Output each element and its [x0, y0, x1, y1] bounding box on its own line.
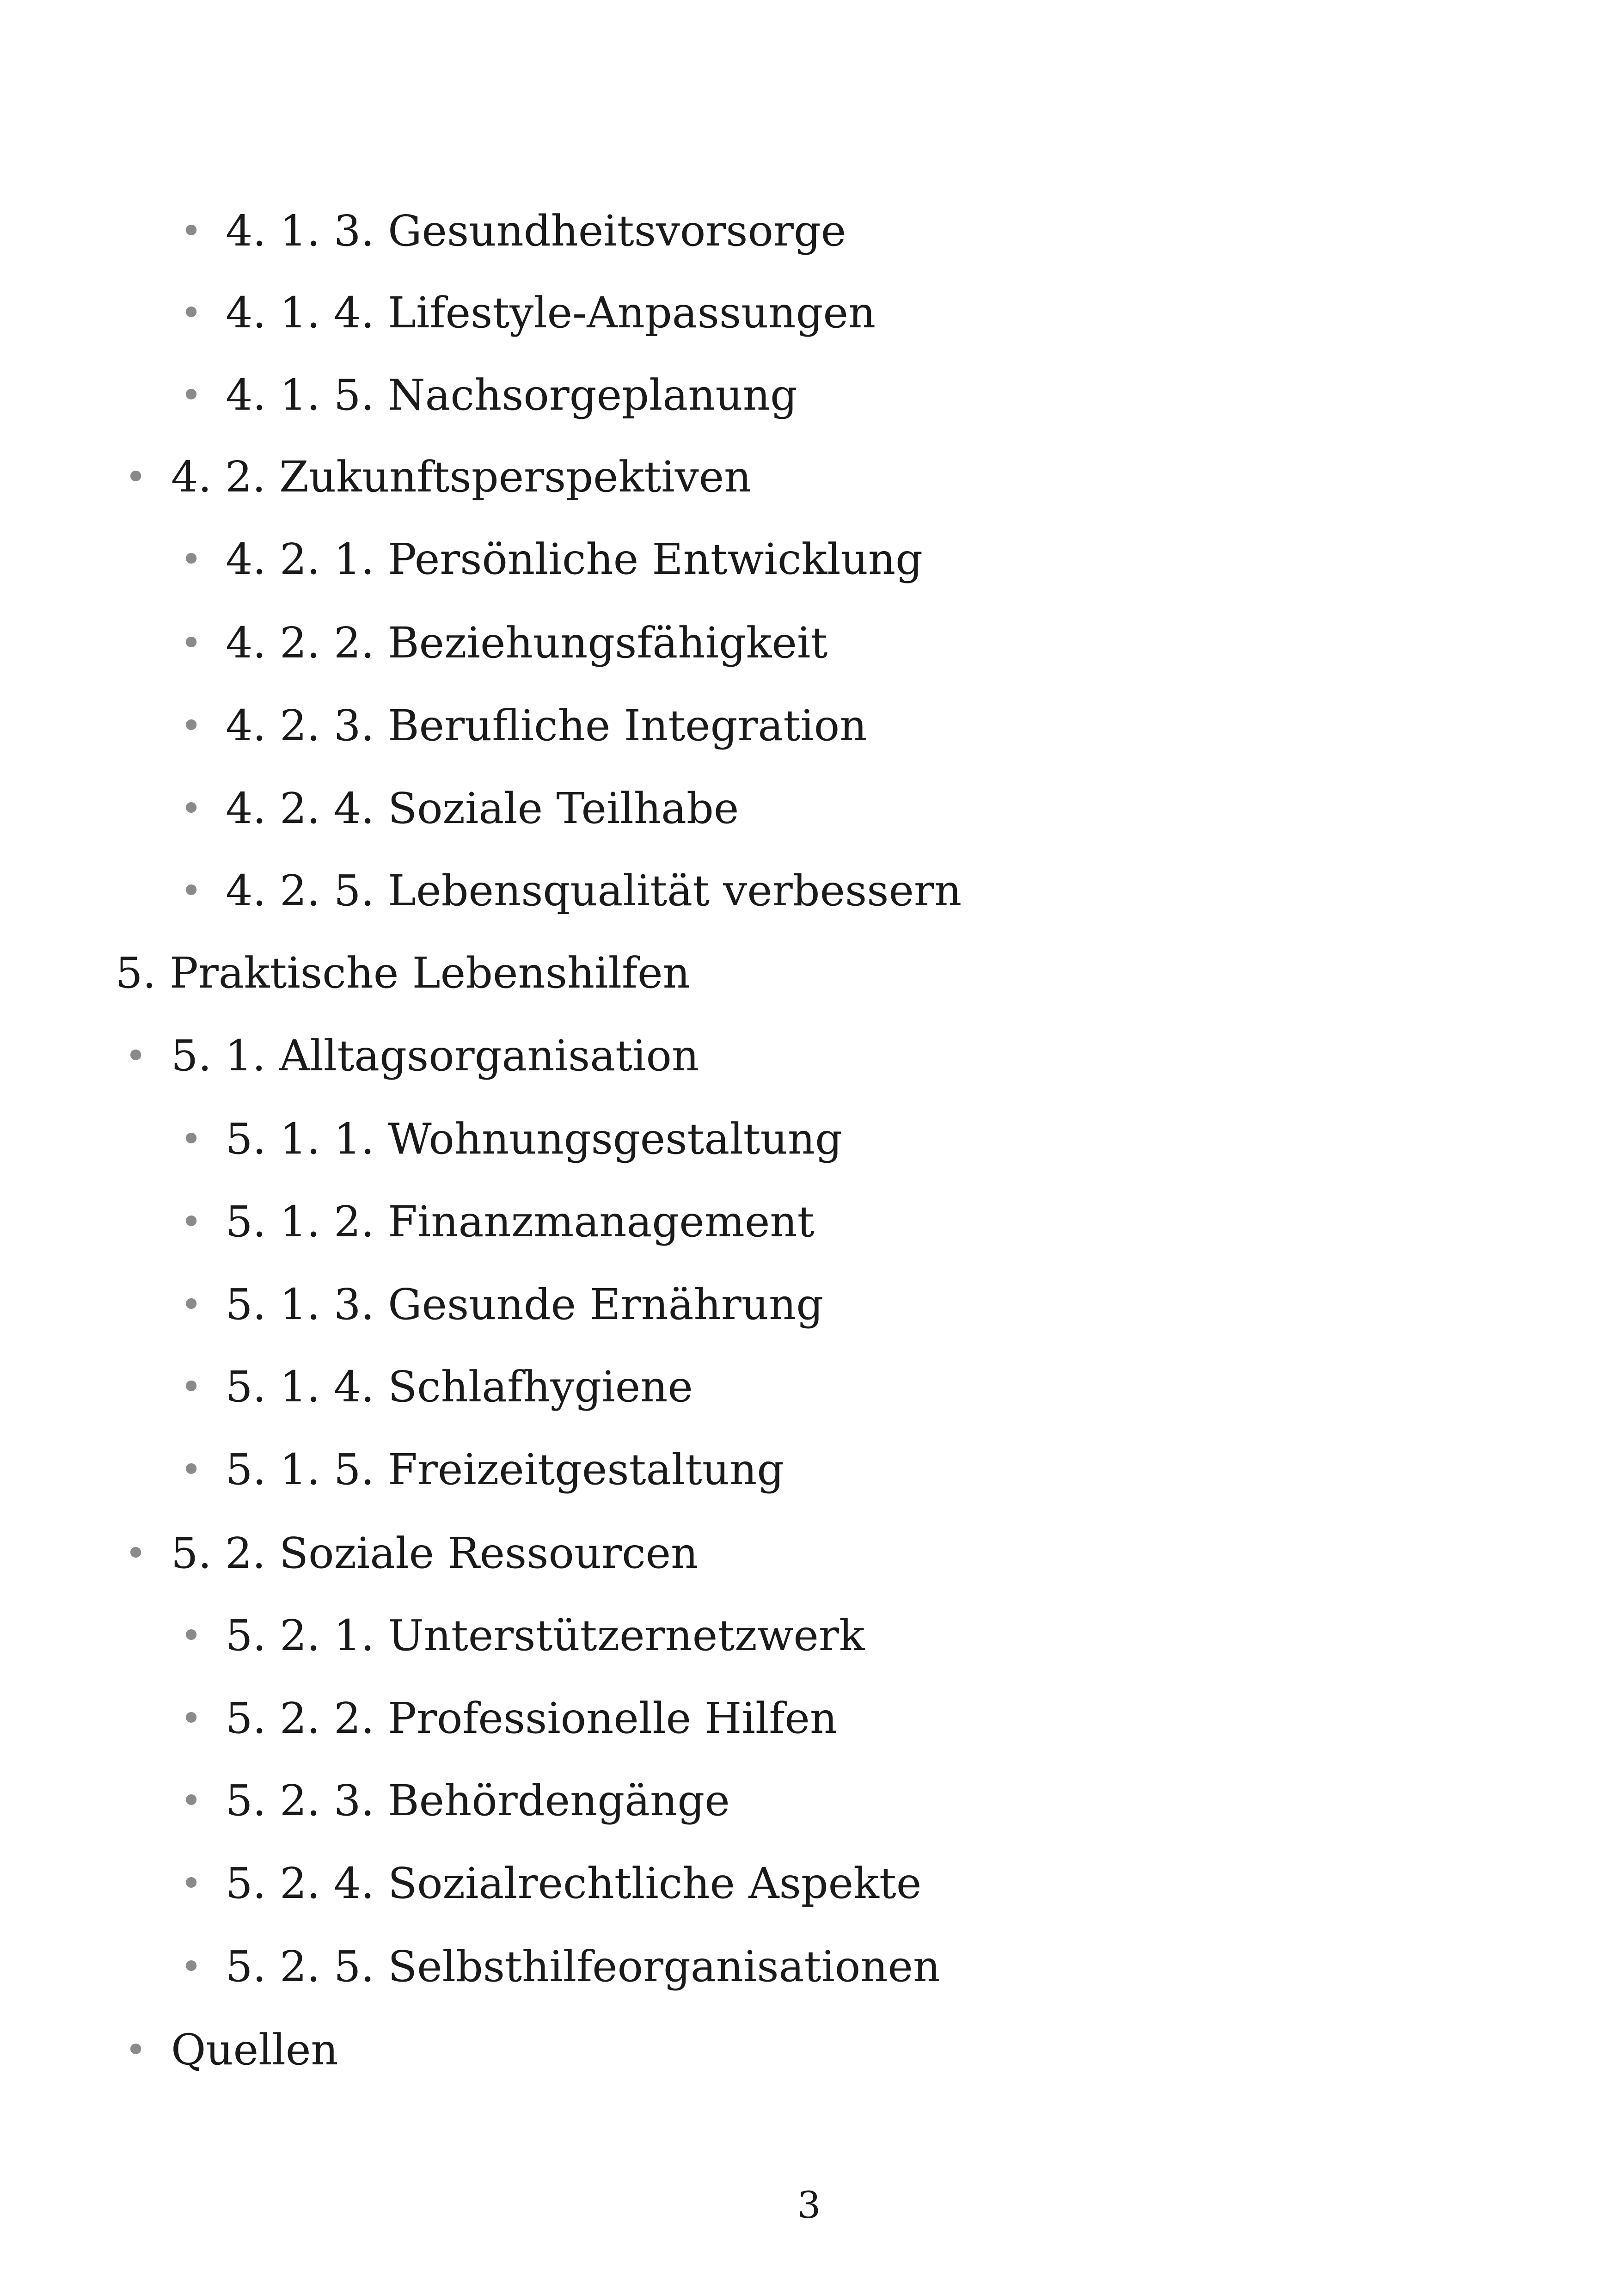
toc-entry-label: 5. 1. 4. Schlafhygiene	[226, 1362, 693, 1412]
bullet-dot-icon: •	[180, 291, 202, 334]
toc-entry-label: 4. 1. 3. Gesundheitsvorsorge	[226, 206, 846, 256]
toc-entry-label: 4. 2. Zukunftsperspektiven	[171, 452, 752, 502]
bullet-dot-icon: •	[180, 1365, 202, 1408]
bullet-dot-icon: •	[180, 1862, 202, 1905]
bullet-dot-icon: •	[180, 538, 202, 581]
bullet-dot-icon: •	[180, 209, 202, 252]
bullet-dot-icon: •	[180, 1779, 202, 1822]
bullet-dot-icon: •	[180, 1697, 202, 1740]
toc-entry-label: 5. 1. 1. Wohnungsgestaltung	[226, 1114, 843, 1164]
toc-entry-label: 5. 2. 1. Unterstützernetzwerk	[226, 1611, 865, 1660]
toc-entry-label: 4. 1. 4. Lifestyle-Anpassungen	[226, 288, 876, 338]
toc-entry-label: 4. 1. 5. Nachsorgeplanung	[226, 370, 797, 420]
toc-entry-label: 5. 1. 5. Freizeitgestaltung	[226, 1445, 784, 1494]
bullet-dot-icon: •	[180, 704, 202, 747]
bullet-dot-icon: •	[125, 1532, 147, 1575]
bullet-dot-icon: •	[125, 455, 147, 498]
toc-entry-label: 4. 2. 3. Berufliche Integration	[226, 701, 867, 750]
bullet-dot-icon: •	[180, 1283, 202, 1326]
toc-entry-label: 4. 2. 2. Beziehungsfähigkeit	[226, 618, 828, 668]
page-number: 3	[797, 2184, 821, 2227]
toc-entry-label: 4. 2. 4. Soziale Teilhabe	[226, 784, 739, 833]
bullet-dot-icon: •	[180, 1945, 202, 1988]
toc-entry-label: 4. 2. 1. Persönliche Entwicklung	[226, 534, 923, 584]
toc-entry-label: 5. 1. 2. Finanzmanagement	[226, 1197, 815, 1246]
toc-entry-label: 5. 2. 4. Sozialrechtliche Aspekte	[226, 1859, 922, 1908]
toc-entry-label: 5. Praktische Lebenshilfen	[116, 948, 690, 998]
bullet-dot-icon: •	[180, 374, 202, 417]
bullet-dot-icon: •	[180, 869, 202, 912]
toc-entry-label: 5. 2. Soziale Ressourcen	[171, 1529, 699, 1578]
bullet-dot-icon: •	[180, 787, 202, 830]
toc-entry-label: 5. 2. 2. Professionelle Hilfen	[226, 1694, 838, 1743]
toc-entry-label: Quellen	[171, 2025, 338, 2075]
bullet-dot-icon: •	[125, 1034, 147, 1077]
toc-entry-label: 5. 2. 3. Behördengänge	[226, 1776, 730, 1825]
bullet-dot-icon: •	[180, 621, 202, 664]
toc-entry-label: 4. 2. 5. Lebensqualität verbessern	[226, 866, 962, 915]
bullet-dot-icon: •	[180, 1117, 202, 1160]
bullet-dot-icon: •	[180, 1200, 202, 1243]
bullet-dot-icon: •	[180, 1448, 202, 1491]
toc-entry-label: 5. 1. 3. Gesunde Ernährung	[226, 1280, 824, 1329]
toc-entry-label: 5. 2. 5. Selbsthilfeorganisationen	[226, 1942, 941, 1991]
bullet-dot-icon: •	[125, 2028, 147, 2071]
toc-entry-label: 5. 1. Alltagsorganisation	[171, 1031, 699, 1080]
bullet-dot-icon: •	[180, 1614, 202, 1657]
